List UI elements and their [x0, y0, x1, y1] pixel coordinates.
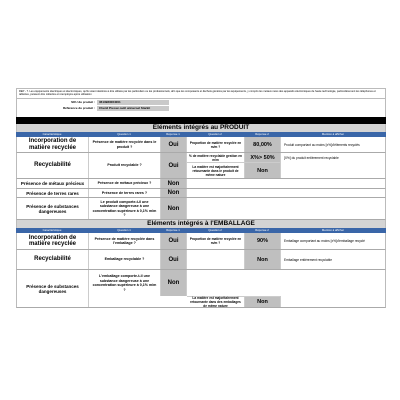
answer-1-cell: Non	[161, 189, 187, 197]
question-2-cell: % de matière recyclable gestion en m/m	[187, 153, 245, 162]
packaging-section-title: Eléments intégrés à l'EMBALLAGE	[16, 220, 386, 228]
answer-2-cell: 90%	[245, 233, 281, 249]
header-characteristic: Caractéristique	[42, 132, 62, 136]
product-row-precious-metals	[16, 179, 386, 189]
question-1-cell: Emballage recyclable ?	[89, 250, 161, 269]
sku-label: SKU du produit :	[71, 100, 95, 104]
header-mention: Mention à afficher	[321, 132, 345, 136]
answer-2-cell: 80,00%	[245, 137, 281, 152]
question-1-cell: Présence de matière recyclée dans le produit ?	[89, 137, 161, 152]
characteristic-cell: Incorporation de matière recyclée	[17, 233, 89, 249]
divider-bar	[16, 117, 386, 124]
answer-1-cell: Oui	[161, 153, 187, 178]
reference-value: Chenil Pressé outil universel Starkit	[97, 106, 169, 111]
packaging-row-hazardous	[16, 270, 386, 308]
question-2-cell	[187, 250, 245, 269]
recyclability-sub-row-a	[187, 153, 281, 163]
header-question-1: Question 1	[117, 228, 131, 232]
answer-2-cell: Non	[245, 250, 281, 269]
recyclability-sub-row-b	[187, 163, 281, 178]
mention-cell: Emballage entièrement recyclable	[284, 257, 333, 262]
product-section-title: Eléments intégrés au PRODUIT	[16, 124, 386, 132]
characteristic-cell: Présence de substances dangereuses	[17, 270, 89, 307]
product-row-recyclability	[16, 153, 386, 179]
answer-2-cell: Non	[245, 297, 281, 307]
answer-1-cell: Oui	[161, 137, 187, 152]
header-mention: Mention à afficher	[321, 228, 345, 232]
header-answer-1: Réponse 1	[166, 228, 180, 232]
answer-1-cell: Oui	[161, 250, 187, 269]
question-1-cell: Produit recyclable ?	[89, 153, 161, 178]
answer-1-cell: Non	[161, 270, 187, 296]
question-2-cell: Proportion de matière recyclée en m/m ?	[187, 137, 245, 152]
packaging-row-incorporation	[16, 233, 386, 250]
question-1-cell: Présence de matière recyclée dans l'emballage ?	[89, 233, 161, 249]
product-sheet	[16, 88, 386, 320]
header-question-1: Question 1	[117, 132, 131, 136]
mention-cell: [X%] du produit entièrement recyclable	[284, 156, 339, 160]
intro-text: REP - 7. Les équipements électriques et électroniques, qu'ils soient destinés à être utilisés par les particuliers ou les professionnels, afin que les composants et déchets générés par les équipements, y compris les métaux rares des appareils électroniques de haute technologie, particulièrement les téléphones et tablettes, puissent être collectés et réemployés après utilisation	[16, 88, 386, 99]
header-question-2: Question 2	[208, 132, 222, 136]
answer-1-cell: Non	[161, 179, 187, 188]
reference-label: Référence du produit :	[62, 106, 95, 110]
answer-1-cell: Non	[161, 198, 187, 219]
recyclability-mention	[281, 153, 387, 163]
product-row-incorporation	[16, 137, 386, 153]
mention-cell: Produit comportant au moins [x%]d'éléments recyclés	[284, 142, 360, 147]
question-1-cell: L'emballage comporte-t-il une substance dangereuse à une concentration supérieure à 0,1% m/m ?	[89, 270, 161, 296]
product-row-rare-earths	[16, 189, 386, 198]
answer-2-cell: X%> 50%	[245, 153, 281, 162]
packaging-row-recyclability	[16, 250, 386, 270]
question-2-cell: La matière est majoritairement retournante dans le produit de même nature	[187, 163, 245, 178]
answer-1-cell: Oui	[161, 233, 187, 249]
characteristic-cell: Présence de substances dangereuses	[17, 198, 89, 219]
product-row-hazardous	[16, 198, 386, 220]
mention-cell: Emballage comportant au moins [x%]d'emballage recyclé	[284, 239, 365, 243]
question-1-cell: Présence de terres rares ?	[89, 189, 161, 197]
header-answer-2: Réponse 2	[255, 132, 269, 136]
characteristic-cell: Incorporation de matière recyclée	[17, 137, 89, 152]
header-answer-2: Réponse 2	[255, 228, 269, 232]
answer-2-cell: Non	[245, 163, 281, 178]
characteristic-cell: Présence de terres rares	[17, 189, 89, 197]
question-2-cell: La matière est majoritairement retournante dans des emballages de même nature	[187, 297, 245, 307]
question-1-cell: Le produit comporte-t-il une substance dangereuse à une concentration supérieure à 0,1% m/m ?	[89, 198, 161, 219]
header-answer-1: Réponse 1	[166, 132, 180, 136]
header-characteristic: Caractéristique	[42, 228, 62, 232]
sku-value: 3613983064001	[97, 100, 169, 105]
hazardous-sub-row	[187, 296, 281, 307]
question-2-cell: Proportion de matière recyclée en m/m ?	[187, 233, 245, 249]
question-1-cell: Présence de métaux précieux ?	[89, 179, 161, 188]
characteristic-cell: Présence de métaux précieux	[17, 179, 89, 188]
characteristic-cell: Recyclabilité	[17, 153, 89, 178]
characteristic-cell: Recyclabilité	[17, 250, 89, 269]
header-question-2: Question 2	[208, 228, 222, 232]
